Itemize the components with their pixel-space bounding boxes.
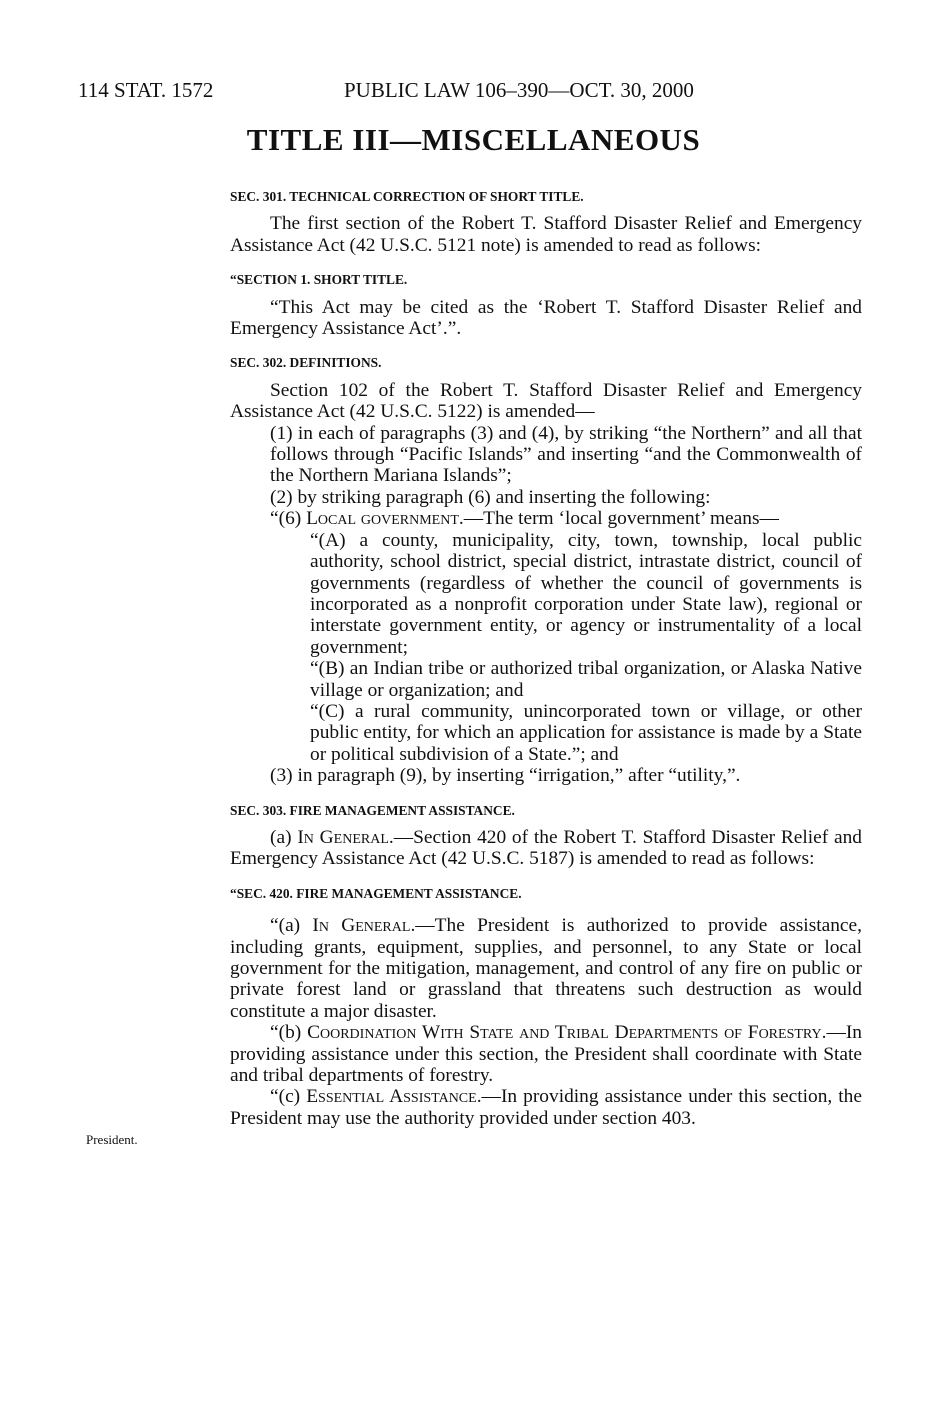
- running-header: PUBLIC LAW 106–390—OCT. 30, 2000: [344, 78, 694, 102]
- list-item: (2) by striking paragraph (6) and inserting the following:: [270, 486, 711, 508]
- document-body: [230, 186, 862, 1129]
- section-heading-301: SEC. 301. TECHNICAL CORRECTION OF SHORT TITLE.: [230, 189, 584, 204]
- definition-caption: Local government: [306, 508, 459, 530]
- subsection-text: .—The President is authorized to provide assistance, including grants, equipment, supplies, and personnel, to any State or local government for the mitigation, management, and control of any fire on public or private forest land or grassland that threatens such destruction as would constitute a major disaster.: [230, 915, 862, 1022]
- paragraph: The first section of the Robert T. Stafford Disaster Relief and Emergency Assistance Act (42 U.S.C. 5121 note) is amended to read as follows:: [230, 213, 862, 256]
- subsection-caption: In General: [297, 826, 389, 848]
- subsection-caption: Coordination With State and Tribal Departments of Forestry: [307, 1022, 822, 1044]
- paragraph: Section 102 of the Robert T. Stafford Disaster Relief and Emergency Assistance Act (42 U.S.C. 5122) is amended—: [230, 379, 862, 423]
- definition-prefix: “(6): [270, 508, 307, 530]
- section-heading-303: SEC. 303. FIRE MANAGEMENT ASSISTANCE.: [230, 802, 515, 818]
- subsection-text: .—In providing assistance under this section, the President may use the authority provided under section 403.: [230, 1086, 862, 1129]
- subparagraph: “(B) an Indian tribe or authorized tribal organization, or Alaska Native village or organization; and: [310, 658, 862, 701]
- subsection-prefix: “(a): [270, 915, 313, 937]
- subsection-caption: In General: [312, 915, 411, 937]
- paragraph: [230, 1022, 862, 1086]
- page-title: TITLE III—MISCELLANEOUS: [246, 122, 701, 157]
- paragraph: “This Act may be cited as the ‘Robert T. Stafford Disaster Relief and Emergency Assistance Act’.”.: [230, 296, 862, 340]
- subsection-prefix: “(b): [270, 1022, 308, 1044]
- definition-text: .—The term ‘local government’ means—: [458, 508, 779, 530]
- quoted-section-heading: “SECTION 1. SHORT TITLE.: [230, 272, 408, 288]
- paragraph: [230, 1086, 862, 1129]
- paragraph: [230, 827, 862, 870]
- subparagraph: “(C) a rural community, unincorporated town or village, or other public entity, for which an application for assistance is made by a State or political subdivision of a State.”; and: [310, 700, 862, 765]
- section-heading-302: SEC. 302. DEFINITIONS.: [230, 355, 382, 371]
- subsection-caption: Essential Assistance: [306, 1086, 477, 1108]
- definition-paragraph: [230, 508, 862, 529]
- subsection-prefix: “(c): [270, 1086, 307, 1108]
- subparagraph: “(A) a county, municipality, city, town, township, local public authority, school district, special district, intrastate district, council of governments (regardless of whether the council of governments is incorporated as a nonprofit corporation under State law), regional or interstate government entity, or agency or instrumentality of a local government;: [310, 529, 862, 658]
- list-item: (3) in paragraph (9), by inserting “irrigation,” after “utility,”.: [270, 765, 741, 787]
- subsection-prefix: (a): [270, 826, 298, 848]
- subsection-text: .—Section 420 of the Robert T. Stafford Disaster Relief and Emergency Assistance Act (42 U.S.C. 5187) is amended to read as follows:: [230, 826, 863, 870]
- subsection-text: .—In providing assistance under this section, the President shall coordinate with State and tribal departments of forestry.: [230, 1022, 862, 1087]
- paragraph: [230, 915, 862, 1022]
- statute-page-reference: 114 STAT. 1572: [78, 78, 214, 102]
- margin-note: President.: [86, 1132, 138, 1147]
- list-item: (1) in each of paragraphs (3) and (4), by striking “the Northern” and all that follows through “Pacific Islands” and inserting “and the Commonwealth of the Northern Mariana Islands”;: [270, 422, 862, 487]
- quoted-section-heading: “SEC. 420. FIRE MANAGEMENT ASSISTANCE.: [230, 885, 522, 901]
